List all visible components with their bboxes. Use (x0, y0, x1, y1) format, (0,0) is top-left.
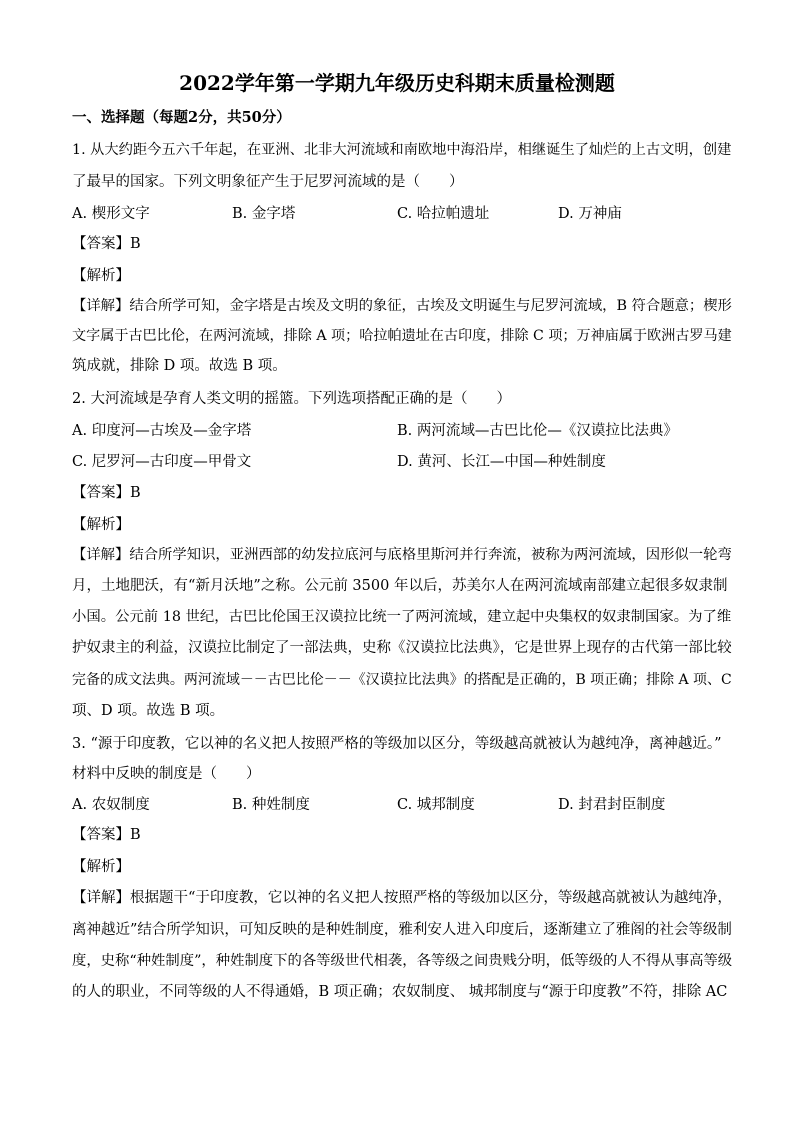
q1-detail-line-1: 【详解】结合所学可知，金字塔是古埃及文明的象征，古埃及文明诞生与尼罗河流域，B 符合题意；楔形 (72, 298, 732, 314)
q3-analysis-label: 【解析】 (72, 859, 130, 875)
q2-detail-line-4: 护奴隶主的利益，汉谟拉比制定了一部法典，史称《汉谟拉比法典》，它是世界上现存的古代第一部比较 (72, 640, 732, 656)
q3-detail-line-3: 度，史称“种姓制度”，种姓制度下的各等级世代相袭，各等级之间贵贱分明，低等级的人不得从事高等级 (72, 953, 733, 969)
q3-option-c: C. 城邦制度 (397, 797, 475, 813)
q2-option-d: D. 黄河、长江—中国—种姓制度 (397, 454, 606, 470)
q3-detail-line-1: 【详解】根据题干“于印度教，它以神的名义把人按照严格的等级加以区分，等级越高就被认为越纯净， (72, 890, 732, 906)
q1-stem-line-1: 1. 从大约距今五六千年起，在亚洲、北非大河流域和南欧地中海沿岸，相继诞生了灿烂的上古文明，创建 (72, 142, 732, 158)
q3-option-d: D. 封君封臣制度 (558, 797, 666, 813)
q2-option-c: C. 尼罗河—古印度—甲骨文 (72, 454, 252, 470)
q2-detail-line-1: 【详解】结合所学知识，亚洲西部的幼发拉底河与底格里斯河并行奔流，被称为两河流域，因形似一轮弯 (72, 547, 732, 563)
q3-detail-line-2: 离神越近”结合所学知识，可知反映的是种姓制度，雅利安人进入印度后，逐渐建立了雅阁的社会等级制 (72, 922, 732, 938)
q2-option-b: B. 两河流域—古巴比伦—《汉谟拉比法典》 (397, 423, 678, 439)
q2-detail-line-2: 月，土地肥沃，有“新月沃地”之称。公元前 3500 年以后，苏美尔人在两河流域南部建立起很多奴隶制 (72, 578, 728, 594)
q1-stem-line-2: 了最早的国家。下列文明象征产生于尼罗河流域的是（ ） (72, 174, 464, 190)
q1-analysis-label: 【解析】 (72, 268, 130, 284)
q2-analysis-label: 【解析】 (72, 517, 130, 533)
q1-answer: 【答案】B (72, 236, 141, 252)
q1-option-b: B. 金字塔 (232, 206, 296, 222)
q1-option-d: D. 万神庙 (558, 206, 622, 222)
q3-option-a: A. 农奴制度 (72, 797, 150, 813)
section-heading: 一、选择题（每题2分，共50分） (72, 109, 291, 126)
q1-detail-line-2: 文字属于古巴比伦，在两河流域，排除 A 项；哈拉帕遗址在古印度，排除 C 项；万神庙属于欧洲古罗马建 (72, 328, 732, 344)
q3-answer: 【答案】B (72, 827, 141, 843)
q3-stem-line-2: 材料中反映的制度是（ ） (72, 766, 261, 782)
q2-detail-line-3: 小国。公元前 18 世纪，古巴比伦国王汉谟拉比统一了两河流域，建立起中央集权的奴隶制国家。为了维 (72, 609, 732, 625)
q2-option-a: A. 印度河—古埃及—金字塔 (72, 423, 252, 439)
q1-option-c: C. 哈拉帕遗址 (397, 206, 490, 222)
q3-stem-line-1: 3. “源于印度教，它以神的名义把人按照严格的等级加以区分，等级越高就被认为越纯净，离神越近。” (72, 736, 722, 752)
page-title: 2022学年第一学期九年级历史科期末质量检测题 (179, 71, 615, 95)
q2-detail-line-6: 项、D 项。故选 B 项。 (72, 703, 225, 719)
q3-detail-line-4: 的人的职业，不同等级的人不得通婚，B 项正确；农奴制度、 城邦制度与“源于印度教”不符，排除 AC (72, 984, 728, 1000)
q1-option-a: A. 楔形文字 (72, 206, 150, 222)
q1-detail-line-3: 筑成就，排除 D 项。故选 B 项。 (72, 358, 287, 374)
q2-detail-line-5: 完备的成文法典。两河流域－－古巴比伦－－《汉谟拉比法典》的搭配是正确的，B 项正确；排除 A 项、C (72, 672, 732, 688)
q2-answer: 【答案】B (72, 485, 141, 501)
q3-option-b: B. 种姓制度 (232, 797, 310, 813)
q2-stem-line-1: 2. 大河流域是孕育人类文明的摇篮。下列选项搭配正确的是（ ） (72, 391, 511, 407)
